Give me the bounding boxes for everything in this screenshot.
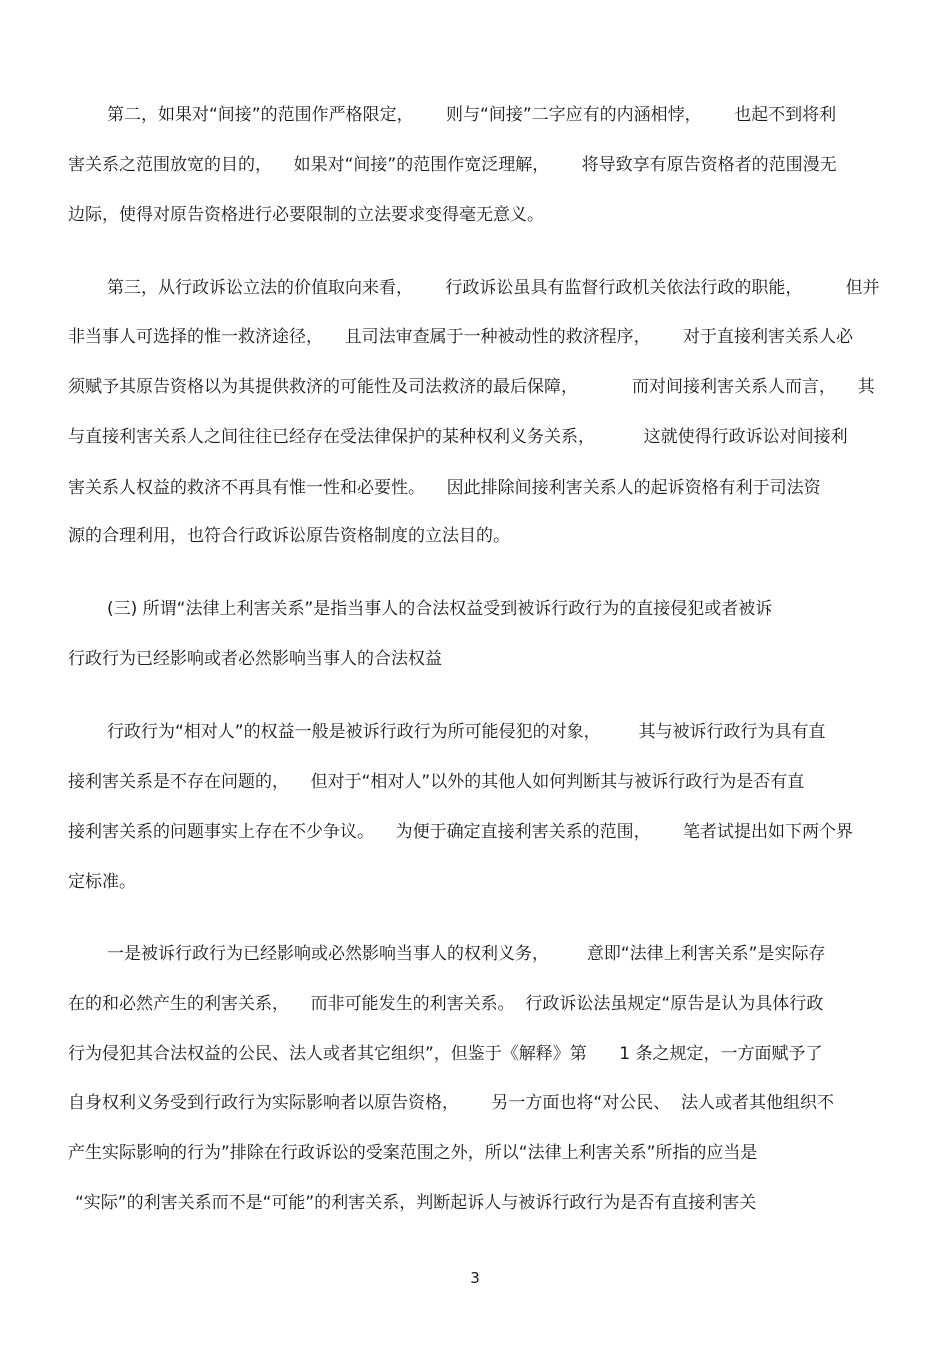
text-line: 与直接利害关系人之间往往已经存在受法律保护的某种权利义务关系， 这就使得行政诉讼对间接利 bbox=[68, 427, 848, 447]
text-line: 自身权利义务受到行政行为实际影响者以原告资格， 另一方面也将“对公民、 法人或者其他组织不 bbox=[68, 1093, 835, 1113]
section-heading: 行政行为已经影响或者必然影响当事人的合法权益 bbox=[68, 649, 442, 669]
text-line: 定标准。 bbox=[68, 872, 136, 892]
text-line: 在的和必然产生的利害关系， 而非可能发生的利害关系。 行政诉讼法虽规定“原告是认为具体行政 bbox=[68, 994, 824, 1014]
text-line: 害关系之范围放宽的目的， 如果对“间接”的范围作宽泛理解， 将导致享有原告资格者的范围漫无 bbox=[68, 155, 837, 175]
text-line: 源的合理利用，也符合行政诉讼原告资格制度的立法目的。 bbox=[68, 526, 510, 546]
text-line: 非当事人可选择的惟一救济途径， 且司法审查属于一种被动性的救济程序， 对于直接利害关系人必 bbox=[68, 327, 854, 347]
text-line: 第二，如果对“间接”的范围作严格限定， 则与“间接”二字应有的内涵相悖， 也起不到将利 bbox=[107, 105, 837, 125]
text-line: 第三，从行政诉讼立法的价值取向来看， 行政诉讼虽具有监督行政机关依法行政的职能， 但并 bbox=[107, 278, 880, 298]
section-heading: (三) 所谓“法律上利害关系”是指当事人的合法权益受到被诉行政行为的直接侵犯或者被诉 bbox=[107, 599, 773, 619]
text-line: 边际，使得对原告资格进行必要限制的立法要求变得毫无意义。 bbox=[68, 205, 544, 225]
text-line: 行政行为“相对人”的权益一般是被诉行政行为所可能侵犯的对象， 其与被诉行政行为具有直 bbox=[107, 722, 826, 742]
text-line: 须赋予其原告资格以为其提供救济的可能性及司法救济的最后保障， 而对间接利害关系人而言， 其 bbox=[68, 377, 875, 397]
text-line: “实际”的利害关系而不是“可能”的利害关系，判断起诉人与被诉行政行为是否有直接利害关 bbox=[75, 1193, 757, 1213]
text-line: 接利害关系的问题事实上存在不少争议。 为便于确定直接利害关系的范围， 笔者试提出如下两个界 bbox=[68, 822, 854, 842]
text-line: 产生实际影响的行为”排除在行政诉讼的受案范围之外，所以“法律上利害关系”所指的应当是 bbox=[68, 1143, 758, 1163]
text-line: 行为侵犯其合法权益的公民、法人或者其它组织”，但鉴于《解释》第 1 条之规定，一方面赋予了 bbox=[68, 1044, 823, 1064]
text-line: 接利害关系是不存在问题的， 但对于“相对人”以外的其他人如何判断其与被诉行政行为是否有直 bbox=[68, 772, 805, 792]
text-line: 一是被诉行政行为已经影响或必然影响当事人的权利义务， 意即“法律上利害关系”是实际存 bbox=[107, 944, 826, 964]
page-number: 3 bbox=[470, 1269, 480, 1287]
text-line: 害关系人权益的救济不再具有惟一性和必要性。 因此排除间接利害关系人的起诉资格有利于司法资 bbox=[68, 478, 821, 498]
